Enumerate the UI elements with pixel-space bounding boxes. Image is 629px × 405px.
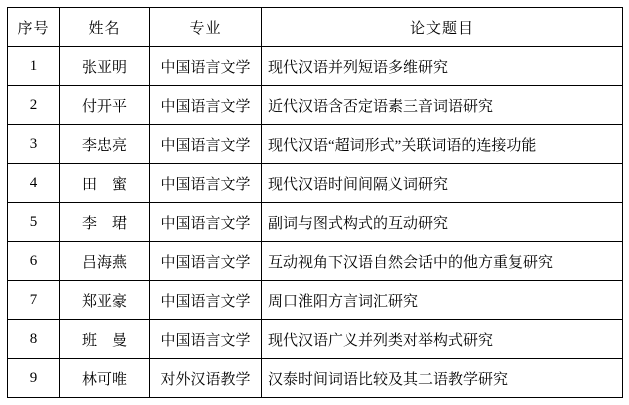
cell-seq: 9 bbox=[8, 359, 60, 398]
cell-title: 现代汉语并列短语多维研究 bbox=[262, 47, 623, 86]
table-body bbox=[8, 47, 623, 398]
table-row bbox=[8, 47, 623, 86]
cell-major: 对外汉语教学 bbox=[150, 359, 262, 398]
cell-seq: 2 bbox=[8, 86, 60, 125]
column-header-major: 专业 bbox=[150, 8, 262, 47]
cell-title: 现代汉语时间间隔义词研究 bbox=[262, 164, 623, 203]
cell-title: 现代汉语“超词形式”关联词语的连接功能 bbox=[262, 125, 623, 164]
cell-name: 李忠亮 bbox=[60, 125, 150, 164]
cell-major: 中国语言文学 bbox=[150, 125, 262, 164]
cell-name: 田 蜜 bbox=[60, 164, 150, 203]
cell-name: 吕海燕 bbox=[60, 242, 150, 281]
cell-major: 中国语言文学 bbox=[150, 86, 262, 125]
cell-name: 林可唯 bbox=[60, 359, 150, 398]
cell-major: 中国语言文学 bbox=[150, 242, 262, 281]
table-row bbox=[8, 320, 623, 359]
column-header-seq: 序号 bbox=[8, 8, 60, 47]
cell-seq: 5 bbox=[8, 203, 60, 242]
cell-major: 中国语言文学 bbox=[150, 47, 262, 86]
table-row bbox=[8, 164, 623, 203]
cell-name: 李 珺 bbox=[60, 203, 150, 242]
cell-seq: 8 bbox=[8, 320, 60, 359]
cell-major: 中国语言文学 bbox=[150, 281, 262, 320]
cell-major: 中国语言文学 bbox=[150, 164, 262, 203]
cell-title: 近代汉语含否定语素三音词语研究 bbox=[262, 86, 623, 125]
table-row bbox=[8, 359, 623, 398]
cell-seq: 1 bbox=[8, 47, 60, 86]
table-row bbox=[8, 281, 623, 320]
cell-title: 周口淮阳方言词汇研究 bbox=[262, 281, 623, 320]
cell-title: 互动视角下汉语自然会话中的他方重复研究 bbox=[262, 242, 623, 281]
table-row bbox=[8, 242, 623, 281]
table-header-row bbox=[8, 8, 623, 47]
thesis-table-container bbox=[7, 7, 622, 398]
cell-major: 中国语言文学 bbox=[150, 320, 262, 359]
cell-name: 付开平 bbox=[60, 86, 150, 125]
cell-name: 郑亚豪 bbox=[60, 281, 150, 320]
cell-seq: 3 bbox=[8, 125, 60, 164]
cell-major: 中国语言文学 bbox=[150, 203, 262, 242]
table-row bbox=[8, 203, 623, 242]
table-row bbox=[8, 86, 623, 125]
table-row bbox=[8, 125, 623, 164]
cell-seq: 7 bbox=[8, 281, 60, 320]
thesis-table bbox=[7, 7, 623, 398]
cell-seq: 6 bbox=[8, 242, 60, 281]
cell-name: 班 曼 bbox=[60, 320, 150, 359]
cell-title: 副词与图式构式的互动研究 bbox=[262, 203, 623, 242]
cell-seq: 4 bbox=[8, 164, 60, 203]
cell-title: 现代汉语广义并列类对举构式研究 bbox=[262, 320, 623, 359]
column-header-title: 论文题目 bbox=[262, 8, 623, 47]
cell-name: 张亚明 bbox=[60, 47, 150, 86]
cell-title: 汉泰时间词语比较及其二语教学研究 bbox=[262, 359, 623, 398]
column-header-name: 姓名 bbox=[60, 8, 150, 47]
